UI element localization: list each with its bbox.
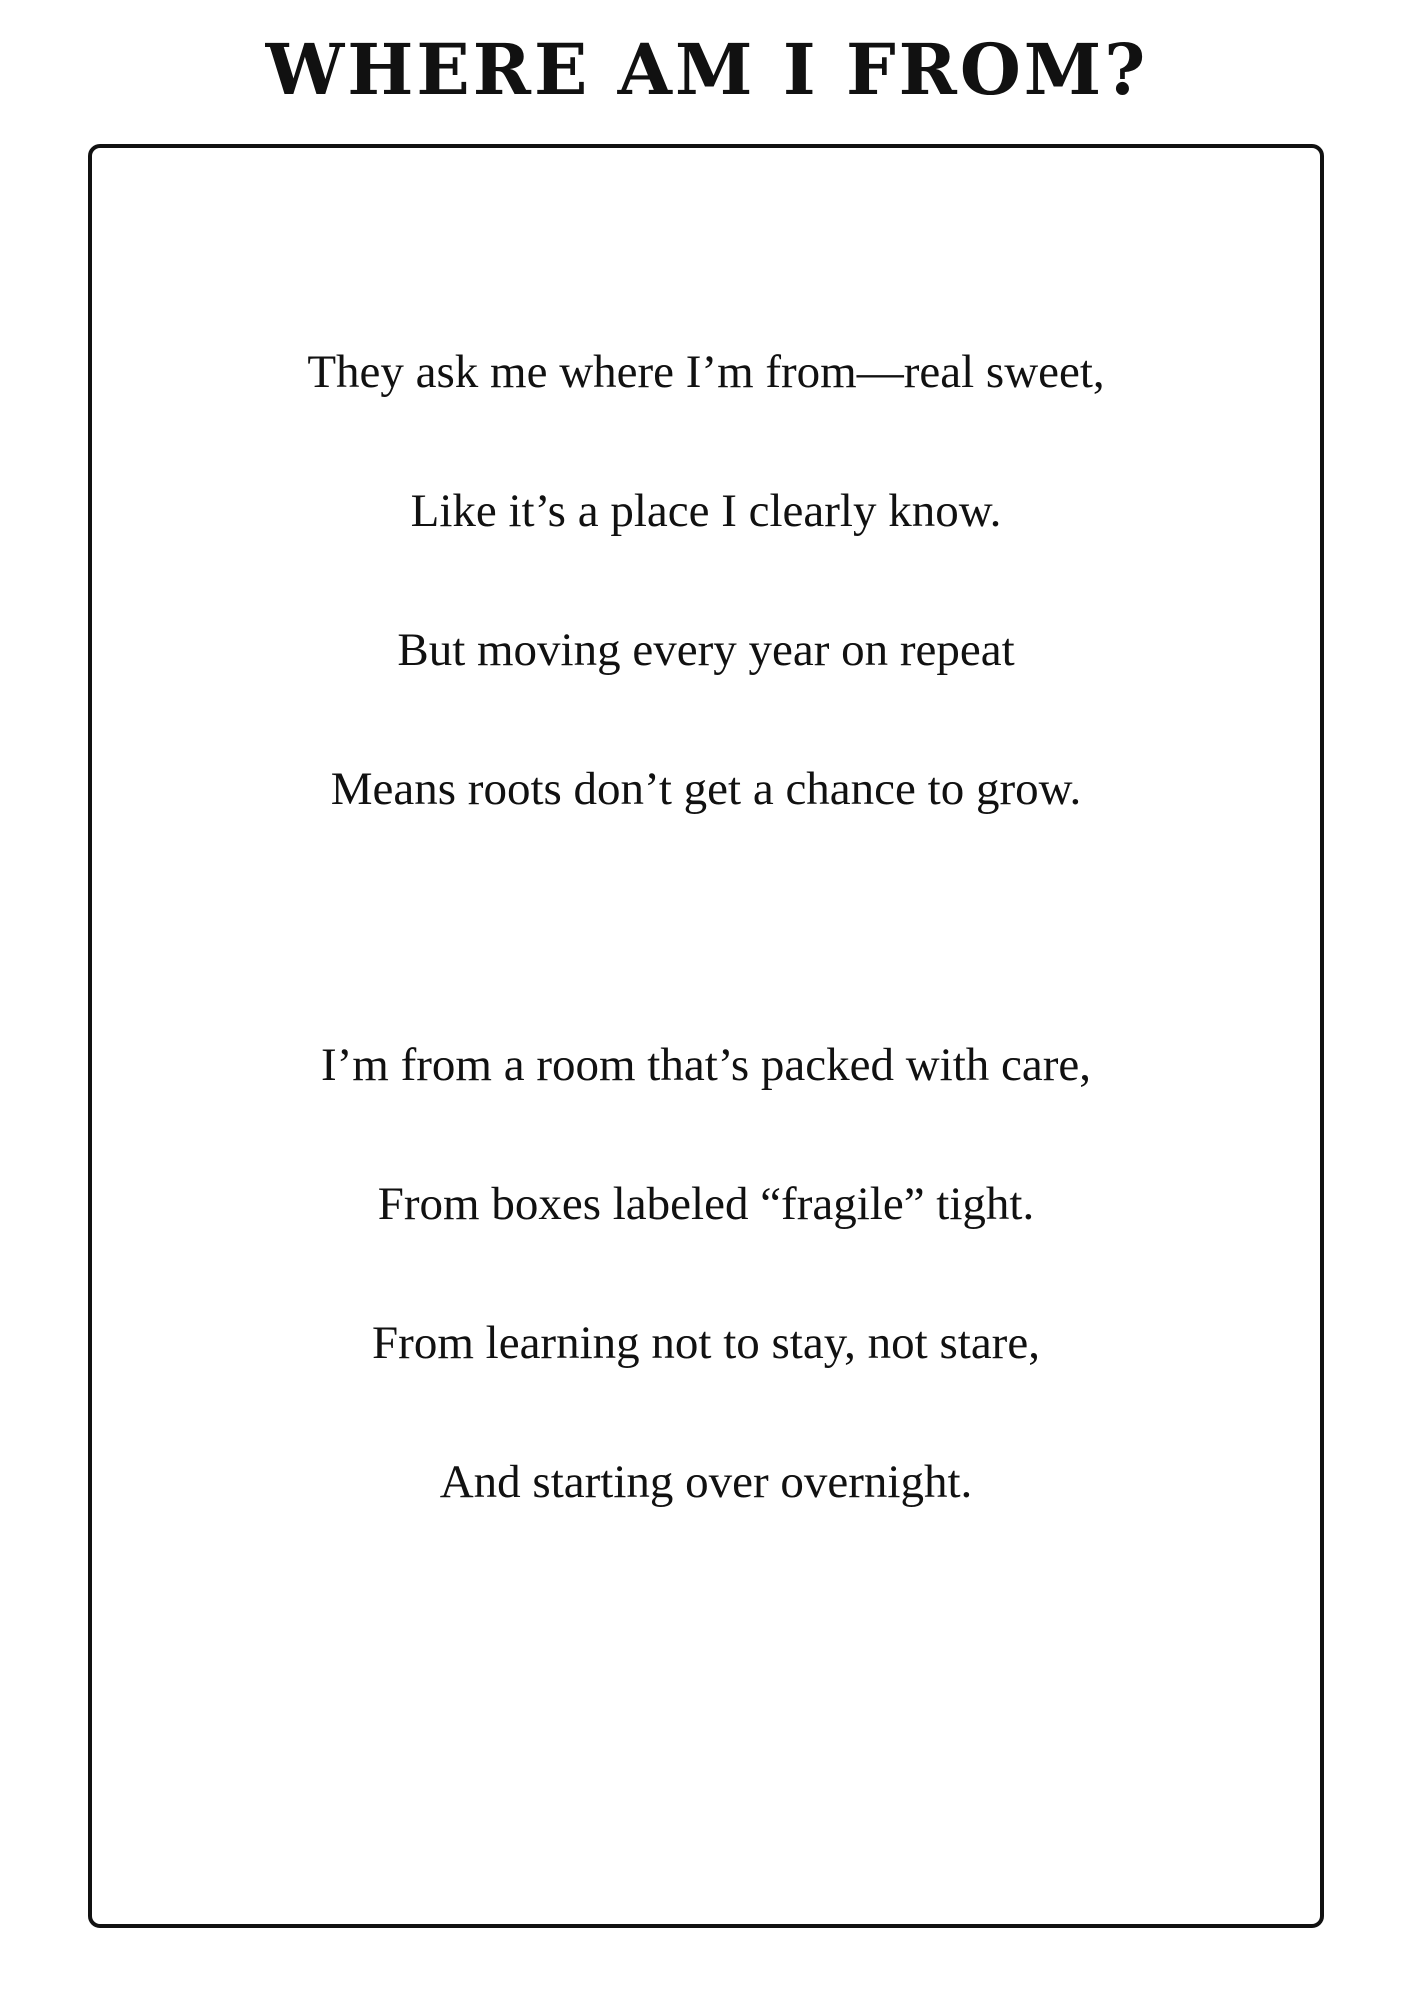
poem-line: Like it’s a place I clearly know.	[410, 485, 1002, 537]
poem-line: From learning not to stay, not stare,	[372, 1317, 1040, 1369]
poem-stanza-2	[92, 996, 1320, 1552]
poem-line: And starting over overnight.	[439, 1456, 973, 1508]
poem-line: Means roots don’t get a chance to grow.	[330, 763, 1082, 815]
page-title: WHERE AM I FROM?	[265, 28, 1149, 111]
poem-line: But moving every year on repeat	[397, 624, 1015, 676]
poem-stanza-1	[92, 303, 1320, 859]
poem-line: I’m from a room that’s packed with care,	[321, 1039, 1091, 1091]
poem-frame	[88, 144, 1324, 1928]
poem-line: They ask me where I’m from—real sweet,	[307, 346, 1105, 398]
poem-line: From boxes labeled “fragile” tight.	[377, 1178, 1035, 1230]
